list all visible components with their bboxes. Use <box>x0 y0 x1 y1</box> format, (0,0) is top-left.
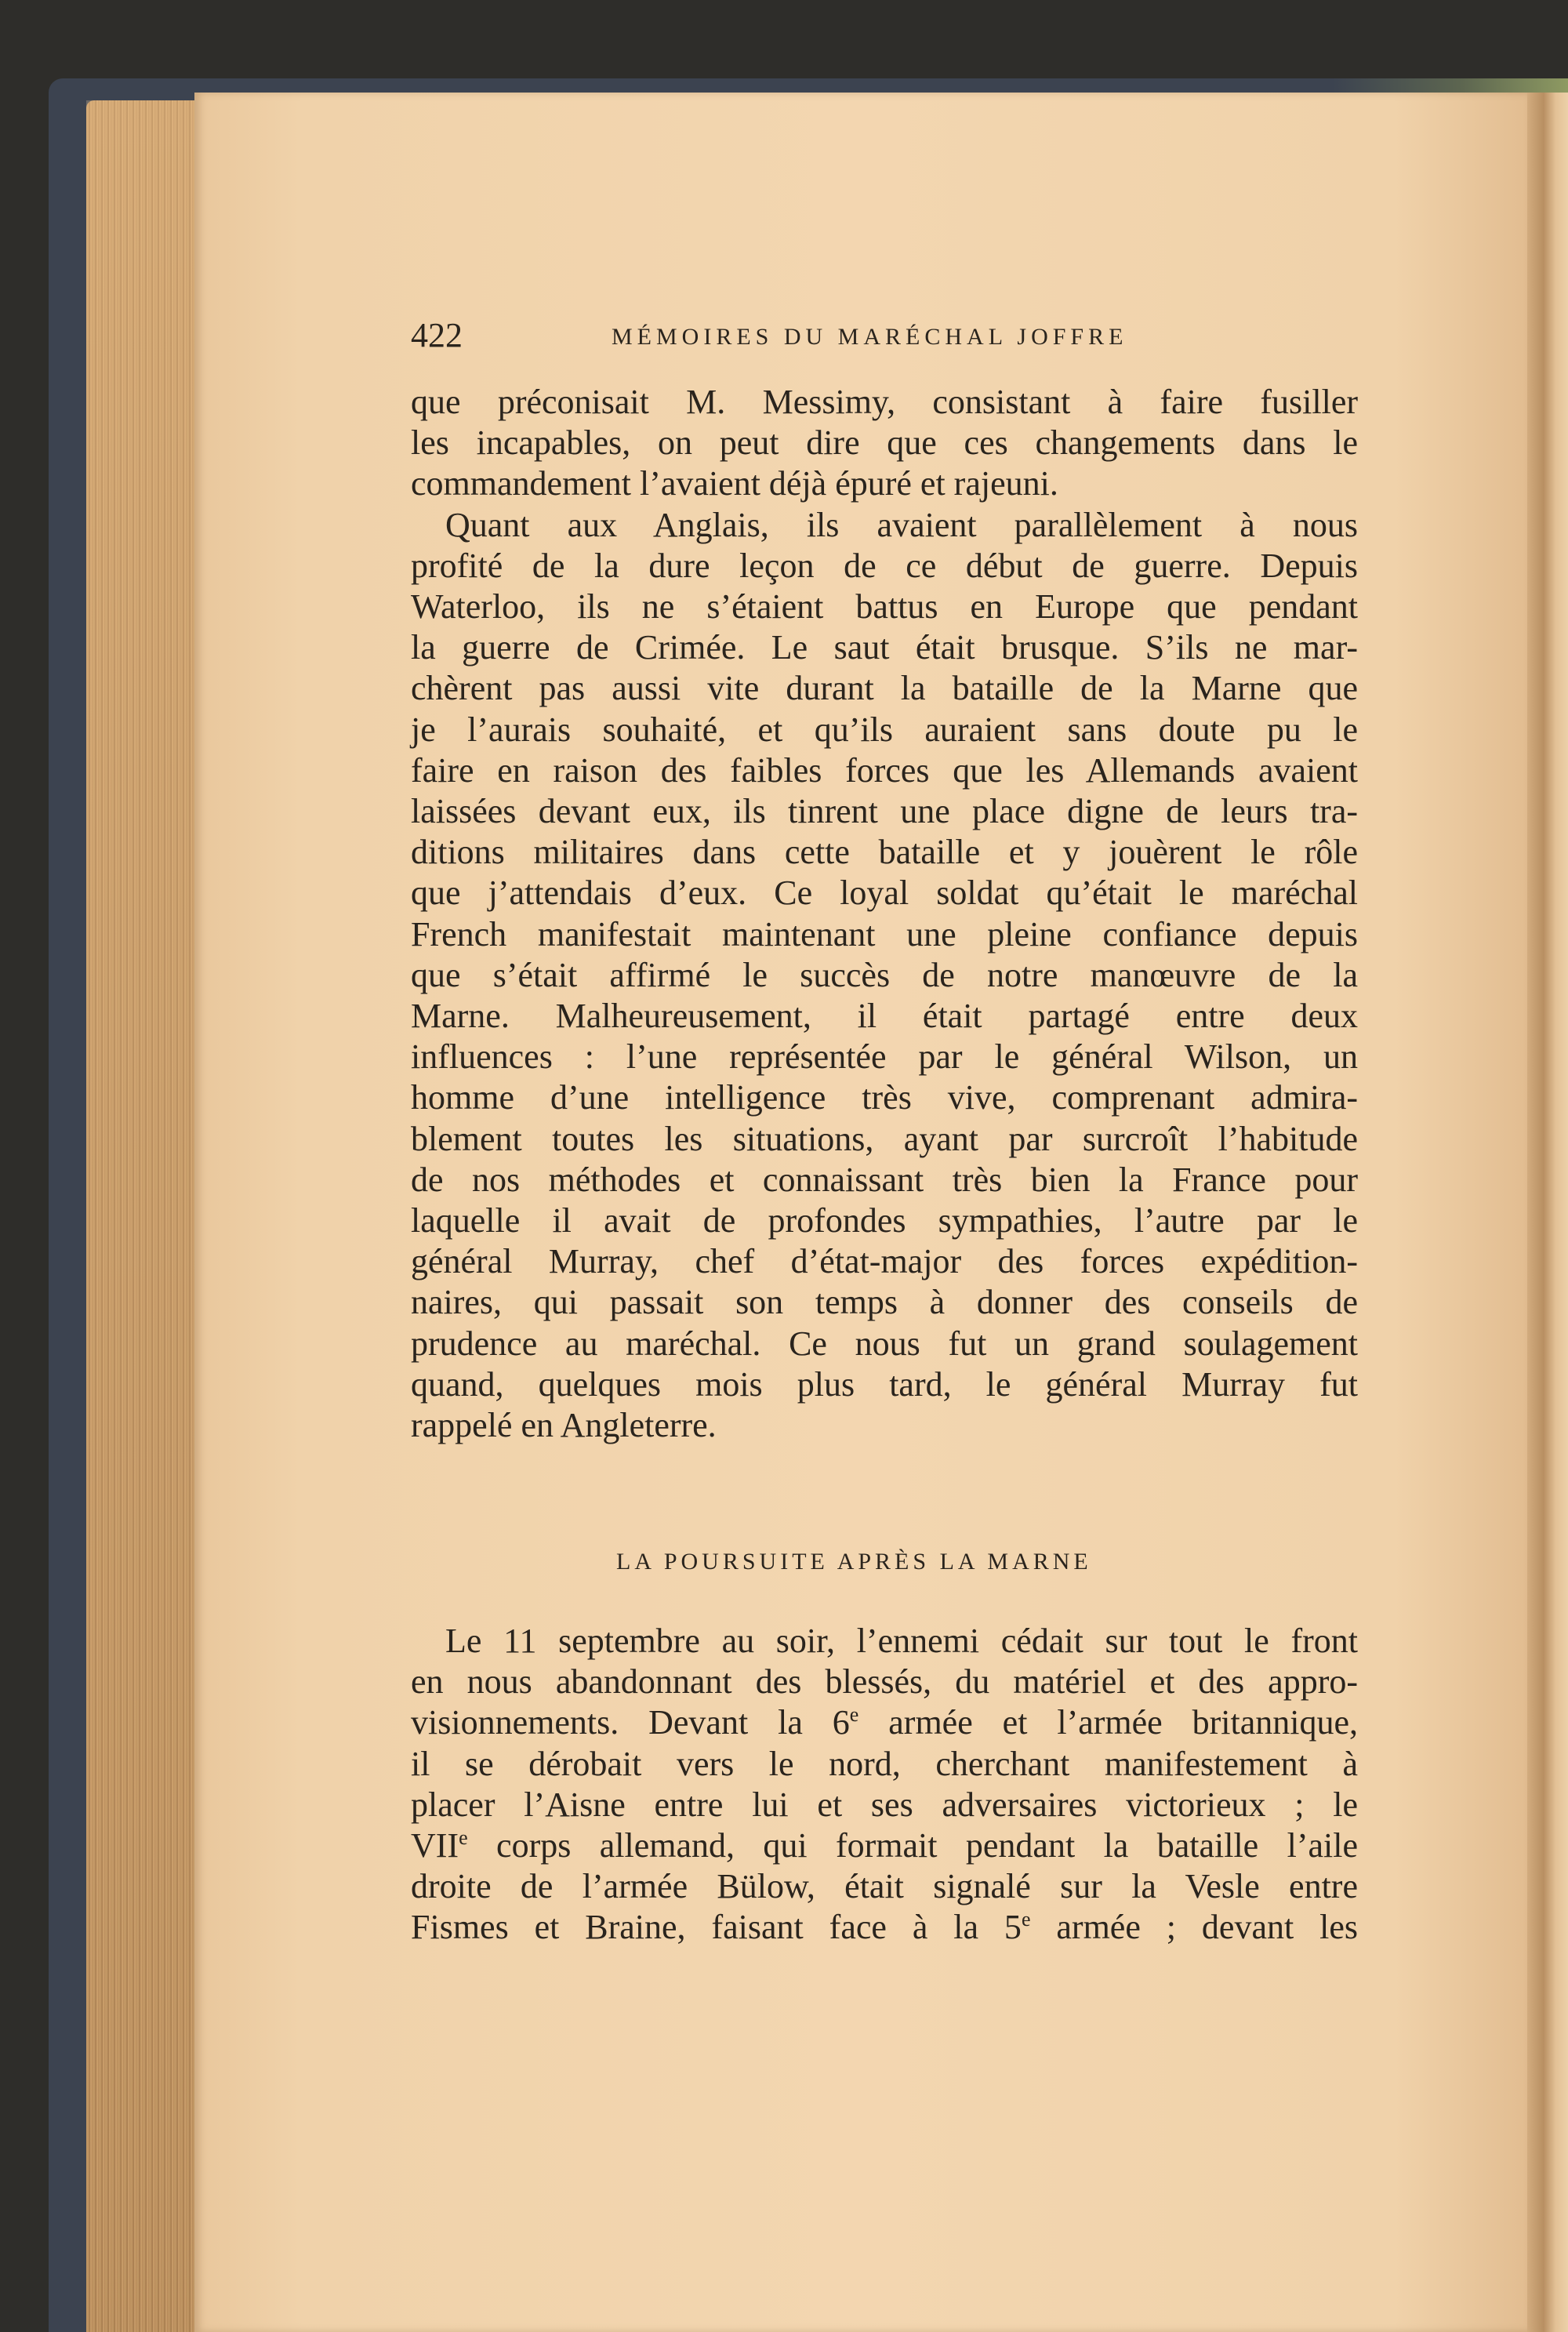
text-line: la guerre de Crimée. Le saut était brusque. S’ils ne mar- <box>411 628 1358 667</box>
text-line: que s’était affirmé le succès de notre manœuvre de la <box>411 955 1358 994</box>
text-line: que préconisait M. Messimy, consistant à faire fusiller <box>411 383 1358 421</box>
text-line: Marne. Malheureusement, il était partagé entre deux <box>411 997 1358 1036</box>
text-line: général Murray, chef d’état-major des forces expédition- <box>411 1242 1358 1281</box>
text-line: homme d’une intelligence très vive, comprenant admira- <box>411 1078 1358 1117</box>
text-line: je l’aurais souhaité, et qu’ils auraient sans doute pu le <box>411 710 1358 749</box>
text-line: commandement l’avaient déjà épuré et rajeuni. <box>411 464 1058 503</box>
text-line: Quant aux Anglais, ils avaient parallèlement à nous <box>445 505 1358 544</box>
superscript: e <box>849 1703 859 1727</box>
text-line: les incapables, on peut dire que ces changements dans le <box>411 423 1358 463</box>
text-line: que j’attendais d’eux. Ce loyal soldat qu’était le maréchal <box>411 874 1358 913</box>
text-line: faire en raison des faibles forces que les Allemands avaient <box>411 750 1358 790</box>
text-fragment: armée ; devant les <box>1030 1908 1358 1947</box>
page-number: 422 <box>411 316 463 354</box>
text-fragment: corps allemand, qui formait pendant la bataille l’aile <box>467 1826 1358 1865</box>
paragraph-2 <box>411 1621 1358 1949</box>
superscript: e <box>459 1826 468 1850</box>
superscript: e <box>1021 1908 1031 1931</box>
page-edges <box>86 100 204 2332</box>
text-line: de nos méthodes et connaissant très bien la France pour <box>411 1160 1358 1199</box>
text-line: en nous abandonnant des blessés, du matériel et des appro- <box>411 1662 1358 1702</box>
text-line: blement toutes les situations, ayant par surcroît l’habitude <box>411 1119 1358 1158</box>
text-line: laquelle il avait de profondes sympathies, l’autre par le <box>411 1201 1358 1240</box>
text-line: droite de l’armée Bülow, était signalé sur la Vesle entre <box>411 1867 1358 1906</box>
text-line: laissées devant eux, ils tinrent une place digne de leurs tra- <box>411 792 1358 831</box>
text-fragment: Fismes et Braine, faisant face à la 5 <box>411 1908 1022 1947</box>
text-line <box>411 1907 1358 1948</box>
text-line: il se dérobait vers le nord, cherchant manifestement à <box>411 1744 1358 1783</box>
text-line: Waterloo, ils ne s’étaient battus en Europe que pendant <box>411 587 1358 627</box>
book-gutter <box>1527 93 1568 2332</box>
text-line: ditions militaires dans cette bataille et y jouèrent le rôle <box>411 833 1358 872</box>
text-line: prudence au maréchal. Ce nous fut un grand soulagement <box>411 1324 1358 1363</box>
text-line: naires, qui passait son temps à donner des conseils de <box>411 1283 1358 1322</box>
text-line: profité de la dure leçon de ce début de guerre. Depuis <box>411 546 1358 585</box>
text-line: influences : l’une représentée par le général Wilson, un <box>411 1037 1358 1077</box>
text-fragment: armée et l’armée britannique, <box>858 1703 1358 1742</box>
text-line: rappelé en Angleterre. <box>411 1406 717 1445</box>
text-line <box>411 1825 1358 1866</box>
section-title: LA POURSUITE APRÈS LA MARNE <box>616 1549 1092 1575</box>
text-line: quand, quelques mois plus tard, le général Murray fut <box>411 1364 1358 1404</box>
running-title: MÉMOIRES DU MARÉCHAL JOFFRE <box>612 324 1128 350</box>
text-line: placer l’Aisne entre lui et ses adversaires victorieux ; le <box>411 1785 1358 1824</box>
text-line: chèrent pas aussi vite durant la bataille de la Marne que <box>411 669 1358 708</box>
text-line <box>411 1702 1358 1743</box>
text-fragment: visionnements. Devant la 6 <box>411 1703 850 1742</box>
text-line: French manifestait maintenant une pleine confiance depuis <box>411 914 1358 954</box>
text-line: Le 11 septembre au soir, l’ennemi cédait sur tout le front <box>445 1622 1358 1660</box>
page-header <box>411 314 1358 358</box>
paragraph-1 <box>411 382 1358 1446</box>
text-fragment: VII <box>411 1826 459 1865</box>
